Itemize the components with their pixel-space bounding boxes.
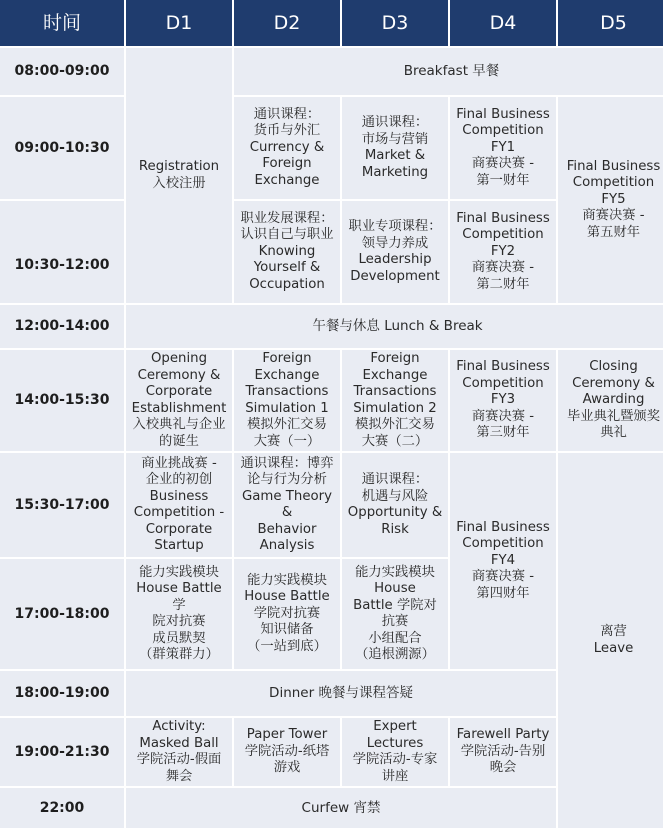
d4-fy1-cell: Final Business Competition FY1 商赛决赛 - 第一财年 [450, 97, 556, 199]
d4-fy4-cell: Final Business Competition FY4 商赛决赛 - 第四财年 [450, 453, 556, 669]
time-1530: 15:30-17:00 [0, 453, 124, 557]
d2-career-cell: 职业发展课程： 认识自己与职业 Knowing Yourself & Occupation [234, 201, 340, 303]
d4-fy3-cell: Final Business Competition FY3 商赛决赛 - 第三财年 [450, 350, 556, 451]
d4-fy2-cell: Final Business Competition FY2 商赛决赛 - 第二财年 [450, 201, 556, 303]
d1-opening-cell: Opening Ceremony & Corporate Establishment 入校典礼与企业 的诞生 [126, 350, 232, 451]
d2-fx-sim1-cell: Foreign Exchange Transactions Simulation 1 模拟外汇交易 大赛（一） [234, 350, 340, 451]
dinner-cell: Dinner 晚餐与课程答疑 [126, 671, 556, 716]
time-1800: 18:00-19:00 [0, 671, 124, 716]
d3-house-battle-cell: 能力实践模块 House Battle 学院对 抗赛 小组配合 （追根溯源） [342, 559, 448, 669]
d1-masked-ball-cell: Activity: Masked Ball 学院活动-假面 舞会 [126, 718, 232, 786]
d2-paper-tower-cell: Paper Tower 学院活动-纸塔 游戏 [234, 718, 340, 786]
time-1900: 19:00-21:30 [0, 718, 124, 786]
d4-farewell-party-cell: Farewell Party 学院活动-告别 晚会 [450, 718, 556, 786]
header-d1: D1 [126, 0, 232, 46]
d5-leave-cell: 离营 Leave [558, 453, 663, 828]
time-1400: 14:00-15:30 [0, 350, 124, 451]
lunch-cell: 午餐与休息 Lunch & Break [126, 305, 663, 348]
header-d5: D5 [558, 0, 663, 46]
time-1200: 12:00-14:00 [0, 305, 124, 348]
header-time: 时间 [0, 0, 124, 46]
breakfast-cell: Breakfast 早餐 [234, 48, 663, 95]
d5-closing-cell: Closing Ceremony & Awarding 毕业典礼暨颁奖 典礼 [558, 350, 663, 451]
curfew-cell: Curfew 宵禁 [126, 788, 556, 828]
d3-marketing-cell: 通识课程： 市场与营销 Market & Marketing [342, 97, 448, 199]
time-1700: 17:00-18:00 [0, 559, 124, 669]
time-2200: 22:00 [0, 788, 124, 828]
time-1030: 10:30-12:00 [0, 201, 124, 303]
d3-expert-lectures-cell: Expert Lectures 学院活动-专家 讲座 [342, 718, 448, 786]
header-d3: D3 [342, 0, 448, 46]
d5-fy5-cell: Final Business Competition FY5 商赛决赛 - 第五财年 [558, 97, 663, 303]
d3-leadership-cell: 职业专项课程： 领导力养成 Leadership Development [342, 201, 448, 303]
d3-opportunity-risk-cell: 通识课程： 机遇与风险 Opportunity & Risk [342, 453, 448, 557]
header-d4: D4 [450, 0, 556, 46]
time-0800: 08:00-09:00 [0, 48, 124, 95]
d2-currency-cell: 通识课程： 货币与外汇 Currency & Foreign Exchange [234, 97, 340, 199]
registration-cell: Registration 入校注册 [126, 48, 232, 303]
header-d2: D2 [234, 0, 340, 46]
d2-house-battle-cell: 能力实践模块 House Battle 学院对抗赛 知识储备 （一站到底） [234, 559, 340, 669]
time-0900: 09:00-10:30 [0, 97, 124, 199]
d3-fx-sim2-cell: Foreign Exchange Transactions Simulation 2 模拟外汇交易 大赛（二） [342, 350, 448, 451]
d1-business-competition-cell: 商业挑战赛 - 企业的初创 Business Competition - Corporate Startup [126, 453, 232, 557]
d1-house-battle-cell: 能力实践模块 House Battle 学 院对抗赛 成员默契 （群策群力） [126, 559, 232, 669]
d2-game-theory-cell: 通识课程：博弈 论与行为分析 Game Theory & Behavior Analysis [234, 453, 340, 557]
